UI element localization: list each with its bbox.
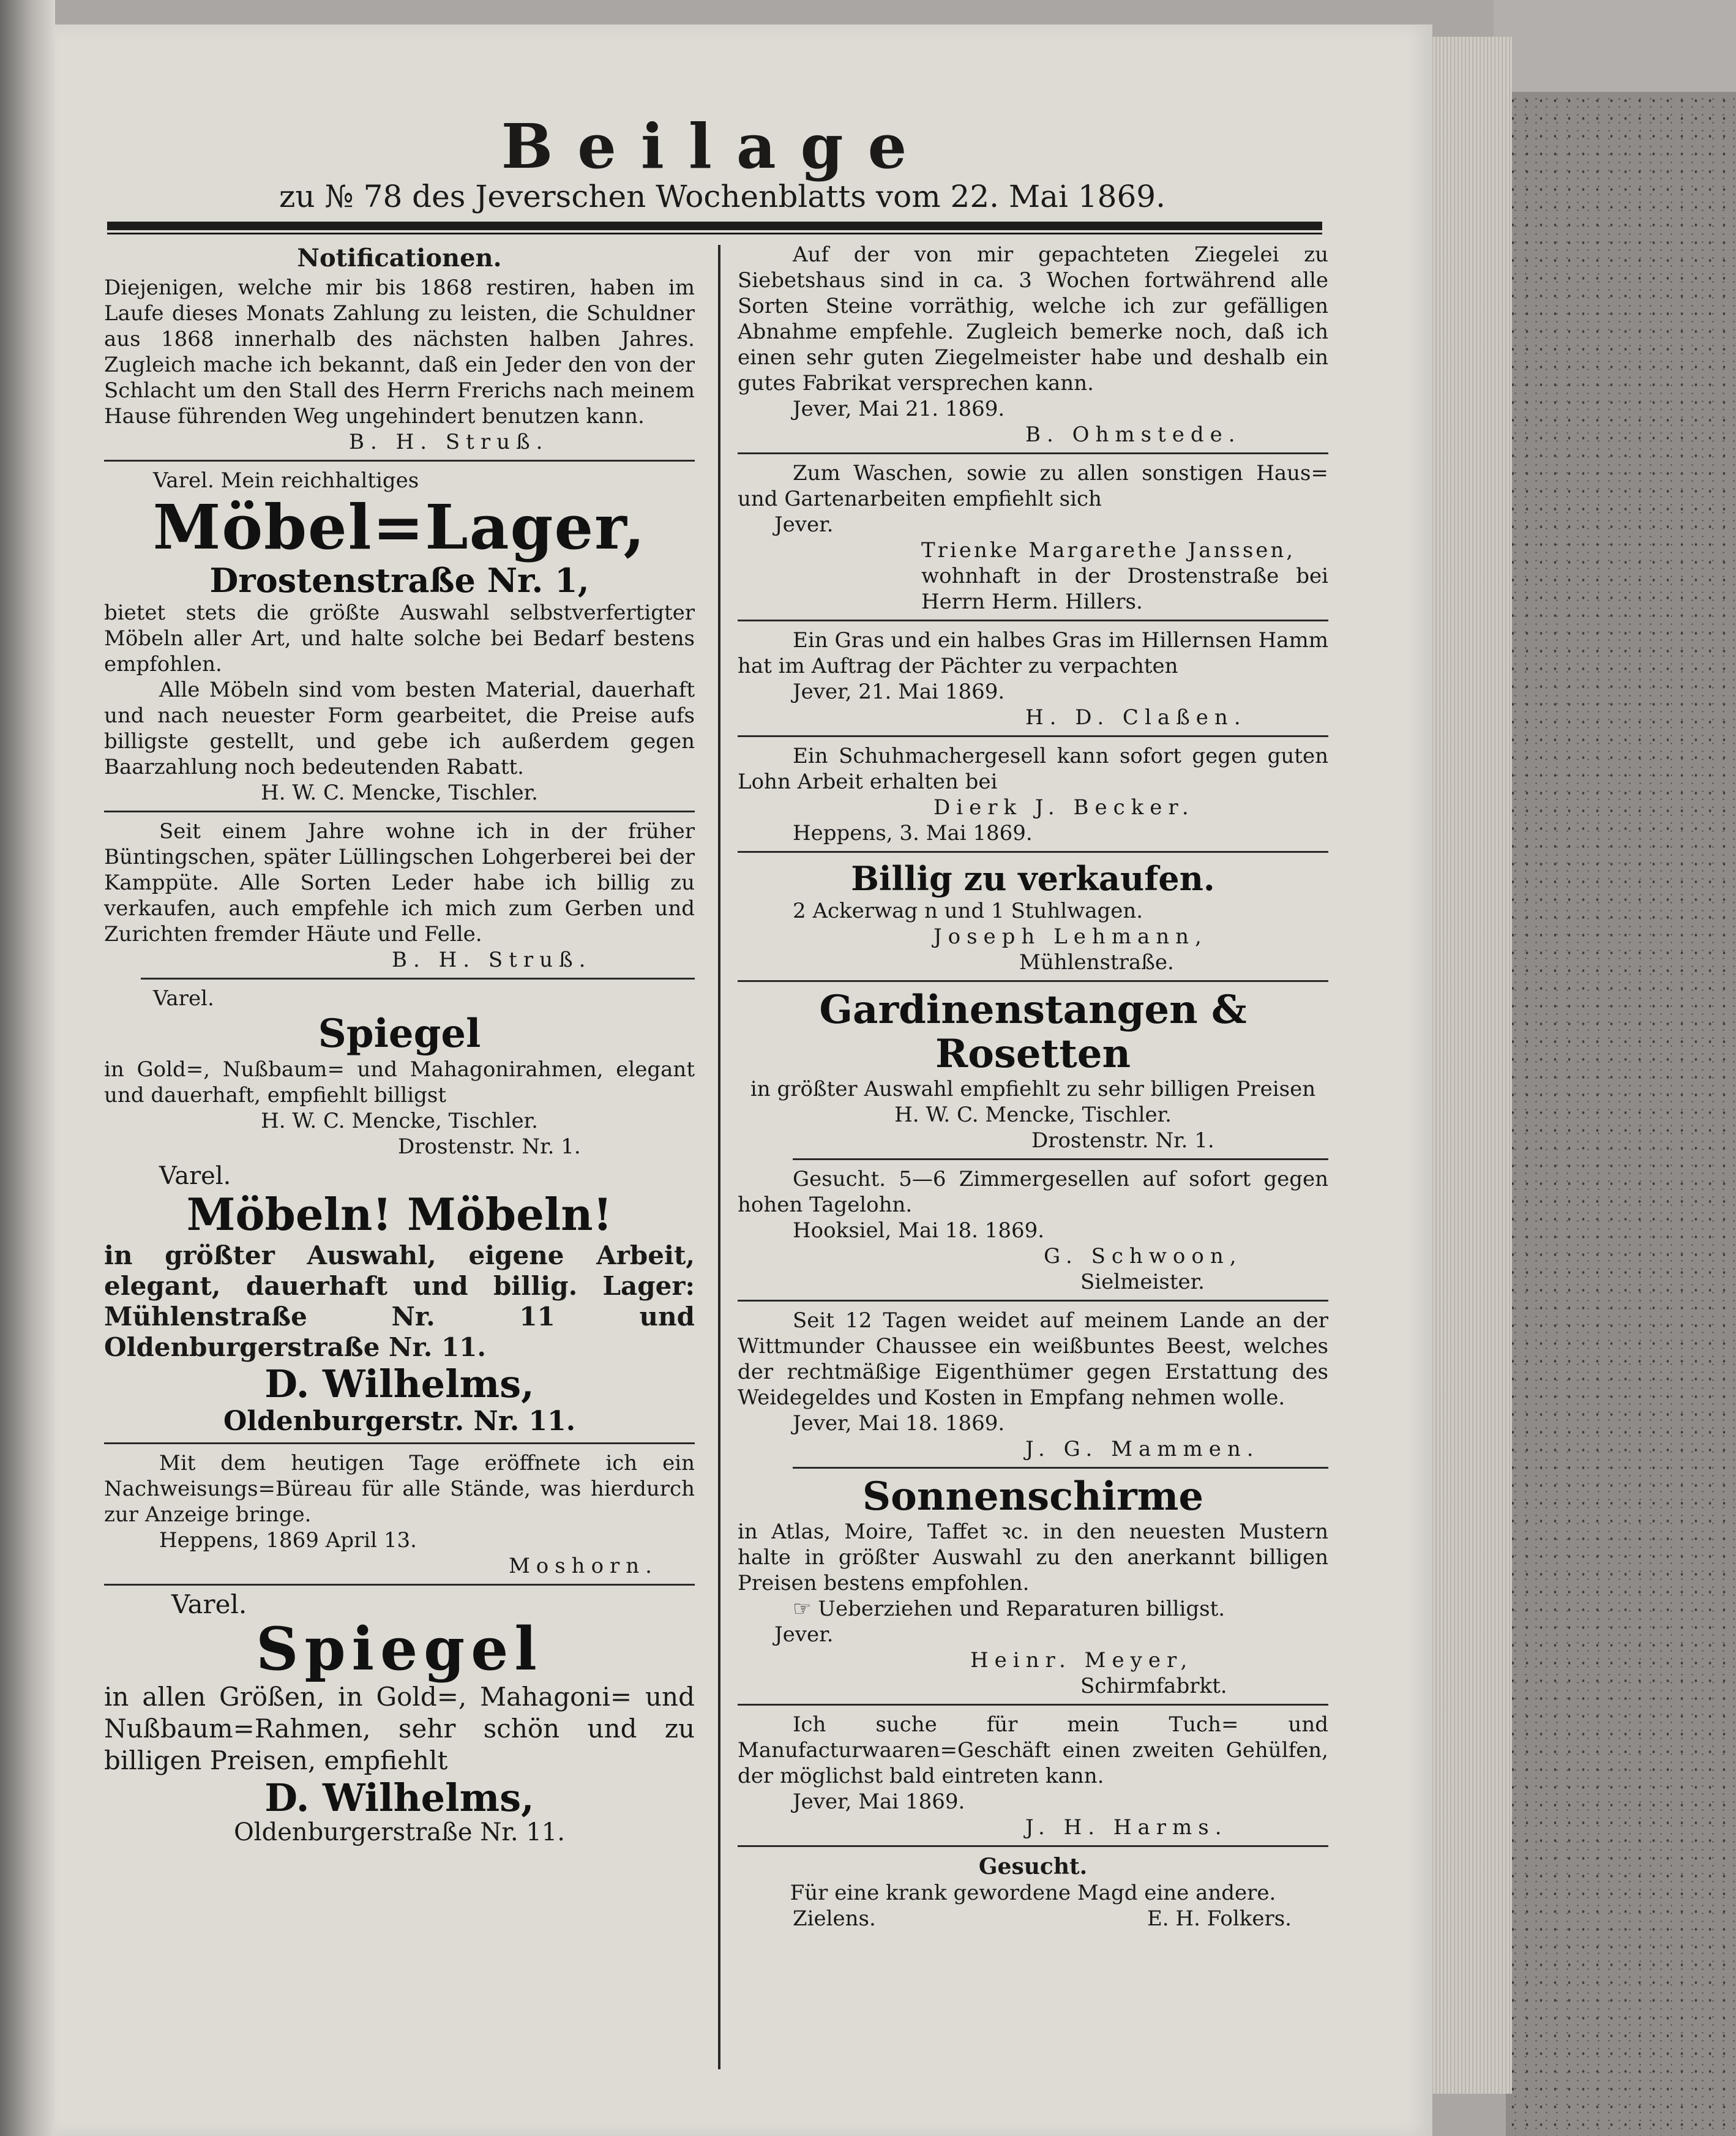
ziegelei-signature: B. Ohmstede. [1025, 422, 1241, 447]
schuhmacher-dateline: Heppens, 3. Mai 1869. [793, 821, 1033, 845]
column-divider [718, 245, 720, 2069]
beest-body: Seit 12 Tagen weidet auf meinem Lande an der Wittmunder Chaussee ein weißbuntes Beest, welches der rechtmäßige Eigenthümer gegen Erstattung des Weidegeldes und Kosten in Empfang nehmen wolle. [738, 1308, 1328, 1410]
ad-divider [104, 811, 695, 812]
sonnenschirme-address: Schirmfabrkt. [1080, 1674, 1227, 1698]
ziegelei-ad [738, 242, 1328, 448]
gesucht-magd-signature: E. H. Folkers. [1147, 1906, 1292, 1931]
ad-divider [793, 1158, 1328, 1160]
right-column [738, 242, 1328, 1932]
moebel-intro: Varel. Mein reichhaltiges [153, 468, 419, 493]
gesucht-magd-footer [738, 1906, 1328, 1932]
gardinen-signature: H. W. C. Mencke, Tischler. [894, 1103, 1172, 1127]
moebeln-ad [104, 1163, 695, 1437]
sonnenschirme-place: Jever. [774, 1622, 834, 1647]
gesucht-magd-body: Für eine krank gewordene Magd eine andere. [790, 1881, 1276, 1905]
spiegel2-body: in allen Größen, in Gold=, Mahagoni= und Nußbaum=Rahmen, sehr schön und zu billigen Preisen, empfiehlt [104, 1682, 695, 1775]
tuch-ad [738, 1712, 1328, 1840]
moebeln-body: in größter Auswahl, eigene Arbeit, elegant, dauerhaft und billig. Lager: Mühlenstraße Nr. 11 und Oldenburgerstraße Nr. 11. [104, 1240, 695, 1362]
schuhmacher-name: Dierk J. Becker. [933, 795, 1195, 820]
gardinen-address: Drostenstr. Nr. 1. [1031, 1128, 1214, 1153]
billig-body: 2 Ackerwag n und 1 Stuhlwagen. [793, 899, 1143, 923]
spiegel2-place: Varel. [171, 1589, 247, 1619]
moebeln-place: Varel. [159, 1162, 231, 1190]
moebeln-name: D. Wilhelms, [264, 1362, 534, 1406]
ad-divider [738, 851, 1328, 853]
schuhmacher-body: Ein Schuhmachergesell kann sofort gegen guten Lohn Arbeit erhalten bei [738, 744, 1328, 794]
gesucht-zimmer-name: G. Schwoon, [1044, 1244, 1243, 1268]
book-gutter [0, 0, 55, 2136]
gesucht-zimmer-title: Sielmeister. [1080, 1270, 1205, 1294]
gesucht-magd-place: Zielens. [793, 1906, 876, 1931]
sonnenschirme-body: in Atlas, Moire, Taffet ꝛc. in den neuesten Mustern halte in größter Auswahl zu den anerkannt billigen Preisen bestens empfohlen. [738, 1520, 1328, 1595]
gras-dateline: Jever, 21. Mai 1869. [793, 680, 1005, 704]
billig-title: Billig zu verkaufen. [851, 859, 1215, 898]
page-title: Beilage [501, 110, 932, 182]
notification-signature: B. H. Struß. [349, 430, 549, 454]
waschen-ad [738, 460, 1328, 615]
tuch-dateline: Jever, Mai 1869. [793, 1789, 965, 1814]
gesucht-zimmer-dateline: Hooksiel, Mai 18. 1869. [793, 1218, 1045, 1243]
spiegel1-signature: H. W. C. Mencke, Tischler. [261, 1109, 538, 1133]
left-column [104, 242, 695, 1845]
waschen-name: Trienke Margarethe Janssen, [921, 538, 1296, 563]
moebel-body-1: bietet stets die größte Auswahl selbstverfertigter Möbeln aller Art, und halte solche bei Bedarf bestens empfohlen. [104, 601, 695, 676]
nachweis-body: Mit dem heutigen Tage eröffnete ich ein Nachweisungs=Büreau für alle Stände, was hierdurch zur Anzeige bringe. [104, 1451, 695, 1527]
gras-ad [738, 628, 1328, 730]
moebel-signature: H. W. C. Mencke, Tischler. [261, 781, 538, 805]
spiegel2-title: Spiegel [256, 1614, 543, 1684]
header-rule-thick [107, 222, 1322, 230]
ziegelei-body: Auf der von mir gepachteten Ziegelei zu Siebetshaus sind in ca. 3 Wochen fortwährend alle Sorten Steine vorräthig, welche ich zur gefälligen Abnahme empfehle. Zugleich bemerke noch, daß ich einen sehr guten Ziegelmeister habe und deshalb ein gutes Fabrikat versprechen kann. [738, 242, 1328, 395]
background-top [1494, 0, 1736, 98]
spiegel1-title: Spiegel [318, 1011, 481, 1057]
gesucht-zimmer-ad [738, 1166, 1328, 1295]
notification-heading: Notificationen. [297, 244, 502, 272]
ad-divider [104, 1584, 695, 1586]
beest-ad [738, 1308, 1328, 1462]
ad-divider [793, 1467, 1328, 1469]
sonnenschirme-ad [738, 1475, 1328, 1699]
spiegel1-address: Drostenstr. Nr. 1. [398, 1134, 581, 1159]
gras-signature: H. D. Claßen. [1025, 705, 1247, 730]
spiegel-ad-2 [104, 1589, 695, 1846]
billig-ad [738, 859, 1328, 975]
notification-body: Diejenigen, welche mir bis 1868 restiren, haben im Laufe dieses Monats Zahlung zu leisten, die Schuldner aus 1868 innerhalb des nächsten halben Jahres. Zugleich mache ich bekannt, daß ein Jeder den von der Schlacht um den Stall des Herrn Frerichs nach meinem Hause führenden Weg ungehindert benutzen kann. [104, 275, 695, 429]
book-cover-board [1506, 92, 1736, 2136]
tuch-body: Ich suche für mein Tuch= und Manufacturwaaren=Geschäft einen zweiten Gehülfen, der möglichst bald eintreten kann. [738, 1712, 1328, 1788]
leder-body: Seit einem Jahre wohne ich in der früher Büntingschen, später Lüllingschen Lohgerberei bei der Kamppüte. Alle Sorten Leder habe ich billig zu verkaufen, auch empfehle ich mich zum Gerben und Zurichten fremder Häute und Felle. [104, 819, 695, 946]
nachweis-ad [104, 1450, 695, 1579]
moebel-lager-ad [104, 468, 695, 806]
gardinen-body: in größter Auswahl empfiehlt zu sehr billigen Preisen [750, 1077, 1316, 1101]
sonnenschirme-name: Heinr. Meyer, [970, 1648, 1194, 1673]
ad-divider [738, 735, 1328, 737]
moebel-title: Möbel=Lager, [152, 491, 646, 563]
gesucht-zimmer-body: Gesucht. 5—6 Zimmergesellen auf sofort gegen hohen Tagelohn. [738, 1167, 1328, 1217]
ziegelei-dateline: Jever, Mai 21. 1869. [793, 397, 1005, 421]
gardinen-title-2: Rosetten [935, 1031, 1131, 1077]
waschen-body: Zum Waschen, sowie zu allen sonstigen Haus= und Gartenarbeiten empfiehlt sich [738, 461, 1328, 511]
leder-ad [104, 819, 695, 973]
ad-divider [104, 1442, 695, 1444]
waschen-place: Jever. [774, 512, 834, 537]
spiegel-ad-1 [104, 986, 695, 1160]
notification-ad [104, 242, 695, 455]
beest-signature: J. G. Mammen. [1025, 1437, 1260, 1461]
schuhmacher-ad [738, 743, 1328, 846]
page-edges [1426, 37, 1512, 2094]
nachweis-dateline: Heppens, 1869 April 13. [159, 1528, 417, 1553]
sonnenschirme-title: Sonnenschirme [862, 1474, 1204, 1520]
spiegel2-name: D. Wilhelms, [264, 1775, 534, 1820]
waschen-address: wohnhaft in der Drostenstraße bei Herrn Herm. Hillers. [921, 564, 1328, 614]
moebel-body-2: Alle Möbeln sind vom besten Material, dauerhaft und nach neuester Form gearbeitet, die Preise aufs billigste gestellt, und gebe ich außerdem gegen Baarzahlung noch bedeutenden Rabatt. [104, 678, 695, 779]
tuch-signature: J. H. Harms. [1025, 1815, 1228, 1840]
billig-name: Joseph Lehmann, [933, 924, 1208, 949]
spiegel1-place: Varel. [153, 986, 214, 1011]
spiegel2-address: Oldenburgerstraße Nr. 11. [234, 1818, 565, 1846]
sonnenschirme-note: ☞ Ueberziehen und Reparaturen billigst. [793, 1597, 1225, 1621]
ad-divider [141, 978, 695, 980]
ad-divider [738, 620, 1328, 621]
beest-dateline: Jever, Mai 18. 1869. [793, 1411, 1005, 1436]
header-rule-thin [107, 233, 1322, 234]
ad-divider [738, 452, 1328, 454]
ad-divider [738, 1845, 1328, 1847]
gardinen-ad [738, 988, 1328, 1153]
ad-divider [738, 1704, 1328, 1706]
gras-body: Ein Gras und ein halbes Gras im Hillernsen Hamm hat im Auftrag der Pächter zu verpachten [738, 628, 1328, 678]
page-subtitle: zu № 78 des Jeverschen Wochenblatts vom 22. Mai 1869. [279, 179, 1165, 214]
moebeln-title: Möbeln! Möbeln! [186, 1188, 613, 1240]
gesucht-magd-heading: Gesucht. [978, 1854, 1088, 1879]
ad-divider [104, 460, 695, 462]
moebel-street: Drostenstraße Nr. 1, [209, 561, 589, 600]
moebeln-address: Oldenburgerstr. Nr. 11. [223, 1406, 576, 1437]
gesucht-magd-ad [738, 1853, 1328, 1932]
ad-divider [738, 980, 1328, 982]
ad-divider [738, 1300, 1328, 1302]
billig-address: Mühlenstraße. [1019, 950, 1174, 975]
gardinen-title-1: Gardinenstangen & [819, 987, 1247, 1033]
leder-signature: B. H. Struß. [392, 948, 592, 972]
spiegel1-body: in Gold=, Nußbaum= und Mahagonirahmen, elegant und dauerhaft, empfiehlt billigst [104, 1057, 695, 1107]
nachweis-signature: Moshorn. [508, 1554, 658, 1578]
